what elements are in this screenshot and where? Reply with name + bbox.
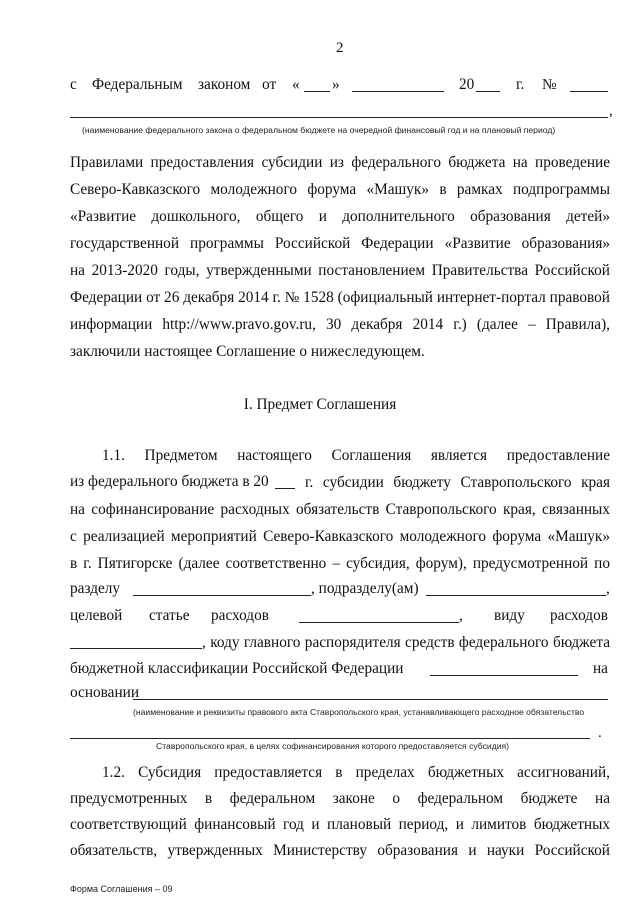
text-line: на софинансирование расходных обязательств Ставропольского края, связанных <box>70 501 610 518</box>
text-fragment: г. субсидии бюджету Ставропольского края <box>305 474 610 491</box>
text-line: в г. Пятигорске (далее соответственно – субсидия, форум), предусмотренной по <box>70 555 610 572</box>
header-word: законом <box>198 76 251 93</box>
text-fragment: , <box>459 607 463 624</box>
legal-act-note-2: Ставропольского края, в целях софинансирования которого предоставляется субсидия) <box>156 741 510 751</box>
legal-act-note: (наименование и реквизиты правового акта Ставропольского края, устанавливающего расходное обязательство <box>133 707 585 717</box>
text-fragment: расходов <box>211 607 269 624</box>
law-name-blank <box>70 117 608 118</box>
text-fragment: статье <box>149 607 190 624</box>
year-prefix: 20 <box>459 76 475 93</box>
year-blank <box>476 91 500 92</box>
page-number: 2 <box>336 40 344 56</box>
year-suffix: г. <box>516 76 525 93</box>
text-fragment: , коду главного распорядителя средств федерального бюджета <box>202 634 610 651</box>
line-end: . <box>598 725 602 741</box>
header-note: (наименование федерального закона о федеральном бюджете на очередной финансовый год и на плановый период) <box>82 125 556 135</box>
text-line: 1.1. Предметом настоящего Соглашения является предоставление <box>102 447 610 464</box>
section-title: I. Предмет Соглашения <box>243 396 397 413</box>
text-line: Федерации от 26 декабря 2014 г. № 1528 (официальный интернет-портал правовой <box>70 289 610 306</box>
text-line: 1.2. Субсидия предоставляется в пределах бюджетных ассигнований, <box>102 764 610 781</box>
subsection-blank <box>426 595 606 596</box>
text-fragment: бюджетной классификации Российской Федерации <box>70 660 404 677</box>
number-sign: № <box>542 76 557 93</box>
text-fragment: , подразделу(ам) <box>311 580 419 597</box>
year-blank-2 <box>275 488 295 489</box>
section-blank <box>133 595 311 596</box>
target-item-blank <box>299 622 459 623</box>
header-line-end: , <box>609 103 613 119</box>
text-line: предусмотренных в федеральном законе о федеральном бюджете на <box>70 790 610 807</box>
text-line: обязательств, утвержденных Министерству образования и науки Российской <box>70 842 610 859</box>
text-fragment: из федерального бюджета в 20 <box>70 473 269 490</box>
footer-form-label: Форма Соглашения – 09 <box>70 884 173 894</box>
classification-code-blank <box>430 675 578 676</box>
text-fragment: расходов <box>550 607 608 624</box>
header-line <box>70 76 610 98</box>
header-word: с <box>70 76 77 93</box>
month-blank <box>352 91 444 92</box>
text-line: Правилами предоставления субсидии из федерального бюджета на проведение <box>70 154 610 171</box>
legal-act-blank-2 <box>70 738 590 739</box>
day-blank <box>304 91 330 92</box>
text-line: «Развитие дошкольного, общего и дополнительного образования детей» <box>70 208 610 225</box>
text-line: на 2013-2020 годы, утвержденными постановлением Правительства Российской <box>70 262 610 279</box>
text-line: заключили настоящее Соглашение о нижеследующем. <box>70 343 425 360</box>
text-fragment: виду <box>494 607 525 624</box>
quote-open: « <box>292 76 300 93</box>
number-blank <box>570 91 608 92</box>
text-line: с реализацией мероприятий Северо-Кавказского молодежного форума «Машук» <box>70 528 610 545</box>
header-word: Федеральным <box>92 76 183 93</box>
quote-close: » <box>332 76 340 93</box>
text-line: соответствующий финансовый год и плановый период, и лимитов бюджетных <box>70 816 610 833</box>
text-fragment: основании <box>70 684 140 701</box>
text-fragment: на <box>593 660 608 677</box>
text-fragment: , <box>606 580 610 597</box>
text-line: информации http://www.pravo.gov.ru, 30 декабря 2014 г.) (далее – Правила), <box>70 316 610 333</box>
expense-type-blank <box>70 648 202 649</box>
text-line: Северо-Кавказского молодежного форума «Машук» в рамках подпрограммы <box>70 181 610 198</box>
header-word: от <box>262 76 277 93</box>
text-line: государственной программы Российской Федерации «Развитие образования» <box>70 235 610 252</box>
legal-act-blank <box>133 699 608 700</box>
text-fragment: целевой <box>70 607 123 624</box>
text-fragment: разделу <box>70 580 121 597</box>
